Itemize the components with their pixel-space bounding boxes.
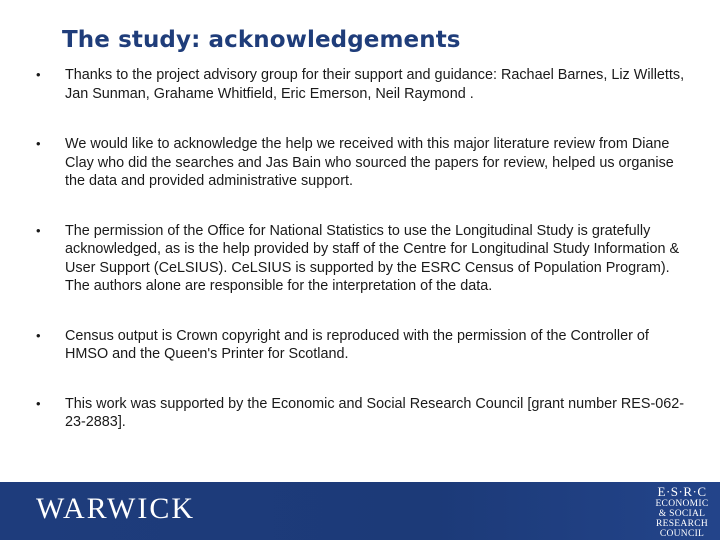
esrc-logo-line: COUNCIL — [659, 529, 705, 539]
bullet-text: Census output is Crown copyright and is reproduced with the permission of the Controller of HMSO and the Queen's Printer for Scotland. — [65, 327, 649, 362]
list-item — [0, 327, 720, 364]
list-item — [0, 395, 720, 432]
esrc-logo-line: ECONOMIC — [655, 499, 709, 509]
esrc-logo-acronym: E·S·R·C — [657, 484, 707, 499]
bullet-marker: • — [36, 395, 41, 411]
bullet-text: Thanks to the project advisory group for their support and guidance: Rachael Barnes, Liz Willetts, Jan Sunman, Grahame Whitfield, Eric Emerson, Neil Raymond . — [65, 67, 685, 102]
esrc-logo-line: RESEARCH — [655, 519, 709, 529]
bullet-text: The permission of the Office for National Statistics to use the Longitudinal Study is gratefully acknowledged, as is the help provided by staff of the Centre for Longitudinal Study Information & User Support (CeLSIUS). CeLSIUS is supported by the ESRC Census of Population Program). The authors alone are responsible for the interpretation of the data. — [65, 222, 680, 294]
bullet-marker: • — [36, 67, 41, 82]
acknowledgement-list — [0, 66, 720, 432]
list-item — [0, 135, 720, 191]
warwick-logo: WARWICK — [36, 492, 195, 525]
esrc-logo — [648, 485, 716, 539]
bullet-marker: • — [36, 222, 41, 238]
bullet-marker: • — [36, 327, 41, 343]
list-item — [0, 66, 720, 103]
bullet-marker: • — [36, 136, 41, 151]
list-item — [0, 222, 720, 296]
slide-title: The study: acknowledgements — [62, 27, 461, 53]
footer-bar — [0, 482, 720, 540]
esrc-logo-line: & SOCIAL — [658, 509, 706, 519]
bullet-text: We would like to acknowledge the help we received with this major literature review from Diane Clay who did the searches and Jas Bain who sourced the papers for review, helped us organise the data and provided administrative support. — [65, 136, 674, 189]
bullet-text: This work was supported by the Economic and Social Research Council [grant number RES-062-23-2883]. — [65, 395, 685, 430]
